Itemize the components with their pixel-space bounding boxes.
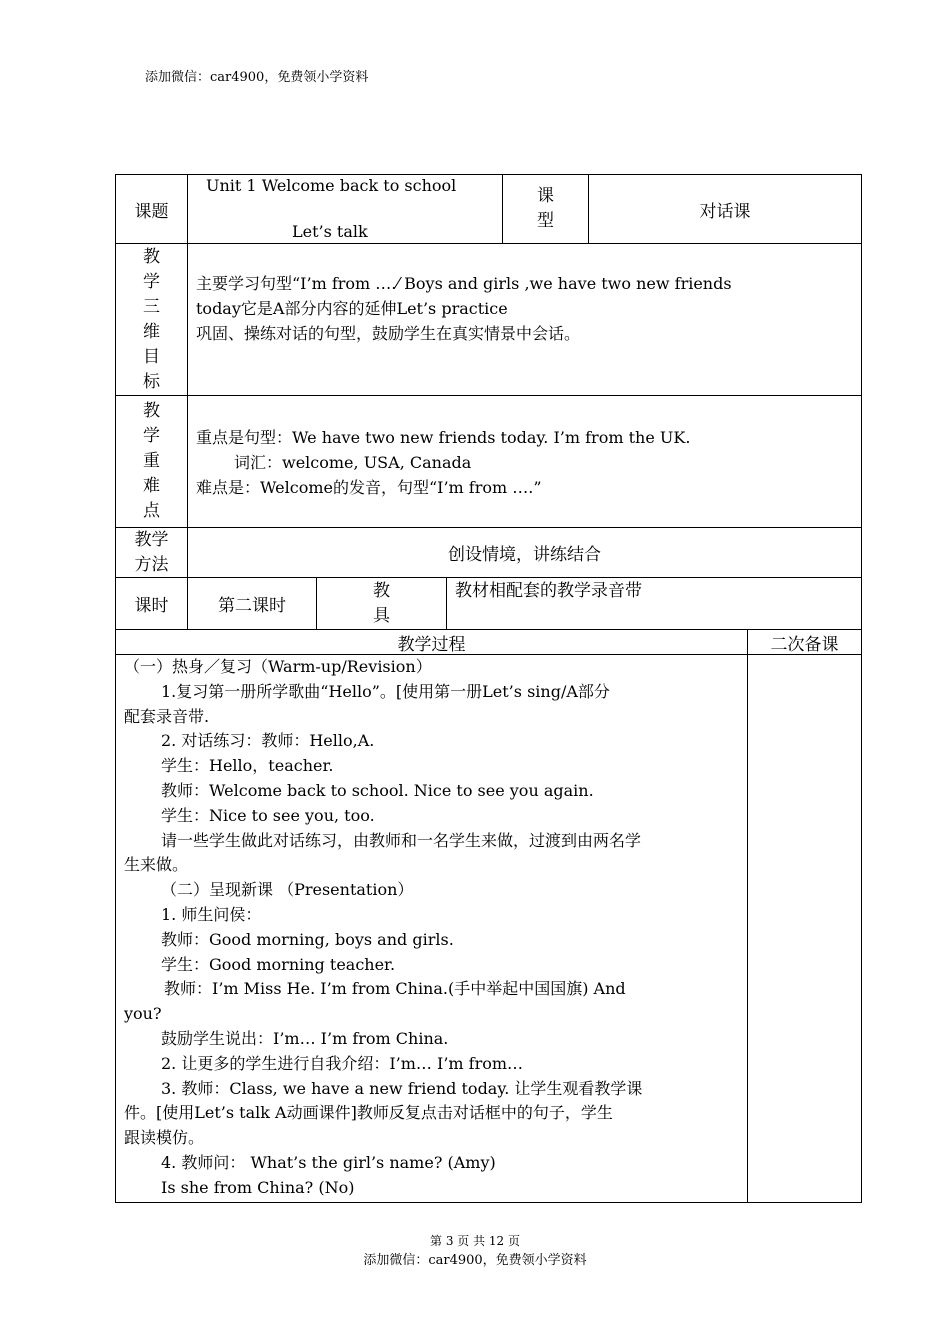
keypoints-content: 重点是句型：We have two new friends today. I’m from the UK. 词汇：welcome, USA, Canada 难点是：Welcome的发音，句型“I’m from ….” <box>196 428 691 497</box>
method-label: 教学 方法 <box>134 529 169 575</box>
period-label: 课时 <box>134 596 169 616</box>
notes-content <box>748 655 861 1202</box>
type-value: 对话课 <box>699 201 751 222</box>
process-header: 教学过程 <box>397 634 466 655</box>
notes-header: 二次备课 <box>770 634 839 655</box>
goals-content: 主要学习句型“I’m from ….⁄ Boys and girls ,we have two new friends today它是A部分内容的延伸Let’s practice 巩固、操练对话的句型，鼓励学生在真实情景中会话。 <box>196 274 732 343</box>
goals-label: 教 学 三 维 目 标 <box>143 246 160 392</box>
lesson-title: Unit 1 Welcome back to school Let’s talk <box>206 176 457 241</box>
period-value: 第二课时 <box>218 596 286 616</box>
title-label: 课题 <box>134 201 169 222</box>
header-watermark: 添加微信：car4900，免费领小学资料 <box>145 70 369 85</box>
page-number: 第 3 页 共 12 页 <box>430 1234 520 1248</box>
keypoints-label: 教 学 重 难 点 <box>143 401 160 521</box>
type-label: 课 型 <box>537 186 554 231</box>
footer-watermark: 添加微信：car4900，免费领小学资料 <box>363 1253 587 1268</box>
process-content: （一）热身／复习（Warm-up/Revision） 1.复习第一册所学歌曲“Hello”。[使用第一册Let’s sing/A部分 配套录音带. 2. 对话练习：教师：Hello,A. 学生：Hello，teacher. 教师：Welcome back to school. Nice to see you again. 学生：Nice to see you, too. 请一些学生做此对话练习，由教师和一名学生来做，过渡到由两名学 生来做。 （二）呈现新课 （Presentation） 1. 师生问侯： 教师：Good morning, boys and girls. 学生：Good morning teacher. 教师：I’m Miss He. I’m from China.(手中举起中国国旗) And you? 鼓励学生说出：I’m… I’m from China. 2. 让更多的学生进行自我介绍：I’m… I’m from… 3. 教师：Class, we have a new friend today. 让学生观看教学课 件。[使用Let’s talk A动画课件]教师反复点击对话框中的句子，学生 跟读模仿。 4. 教师问： What’s the girl’s name? (Amy) Is she from China? (No) <box>124 657 643 1197</box>
tools-value: 教材相配套的教学录音带 <box>455 581 642 601</box>
tools-label: 教 具 <box>373 580 390 626</box>
method-value: 创设情境，讲练结合 <box>448 545 601 565</box>
